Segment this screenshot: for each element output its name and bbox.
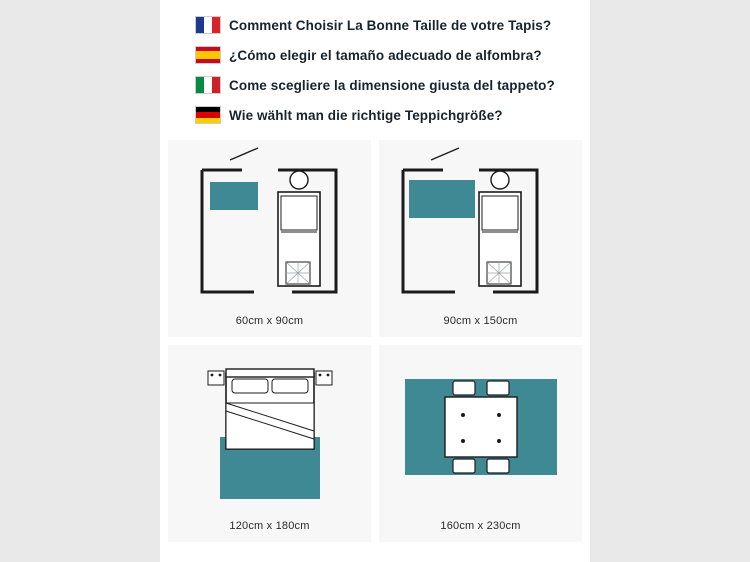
flag-germany-icon	[195, 106, 221, 124]
flag-spain-icon	[195, 46, 221, 64]
caption-60x90: 60cm x 90cm	[235, 315, 304, 327]
cards-row-bottom	[168, 345, 582, 542]
flag-france-icon	[195, 16, 221, 34]
cards-row-top	[168, 140, 582, 337]
flag-italy-icon	[195, 76, 221, 94]
diagram-bed-side-large	[379, 140, 582, 305]
heading-row-spanish	[195, 42, 715, 68]
card-rug-60x90	[168, 140, 371, 337]
diagram-bed-foot	[168, 345, 371, 510]
diagram-dining-table	[379, 345, 582, 510]
heading-row-french	[195, 12, 715, 38]
caption-120x180: 120cm x 180cm	[229, 520, 310, 532]
heading-row-german	[195, 102, 715, 128]
cards-grid	[168, 140, 582, 550]
caption-90x150: 90cm x 150cm	[443, 315, 518, 327]
left-gutter	[0, 0, 160, 562]
headings-block	[195, 12, 715, 132]
card-rug-90x150	[379, 140, 582, 337]
card-rug-120x180	[168, 345, 371, 542]
heading-text-spanish: ¿Cómo elegir el tamaño adecuado de alfombra?	[229, 47, 542, 63]
heading-row-italian	[195, 72, 715, 98]
heading-text-french: Comment Choisir La Bonne Taille de votre Tapis?	[229, 17, 552, 33]
heading-text-italian: Come scegliere la dimensione giusta del tappeto?	[229, 77, 555, 93]
diagram-bed-side-small	[168, 140, 371, 305]
heading-text-german: Wie wählt man die richtige Teppichgröße?	[229, 107, 503, 123]
card-rug-160x230	[379, 345, 582, 542]
caption-160x230: 160cm x 230cm	[440, 520, 521, 532]
